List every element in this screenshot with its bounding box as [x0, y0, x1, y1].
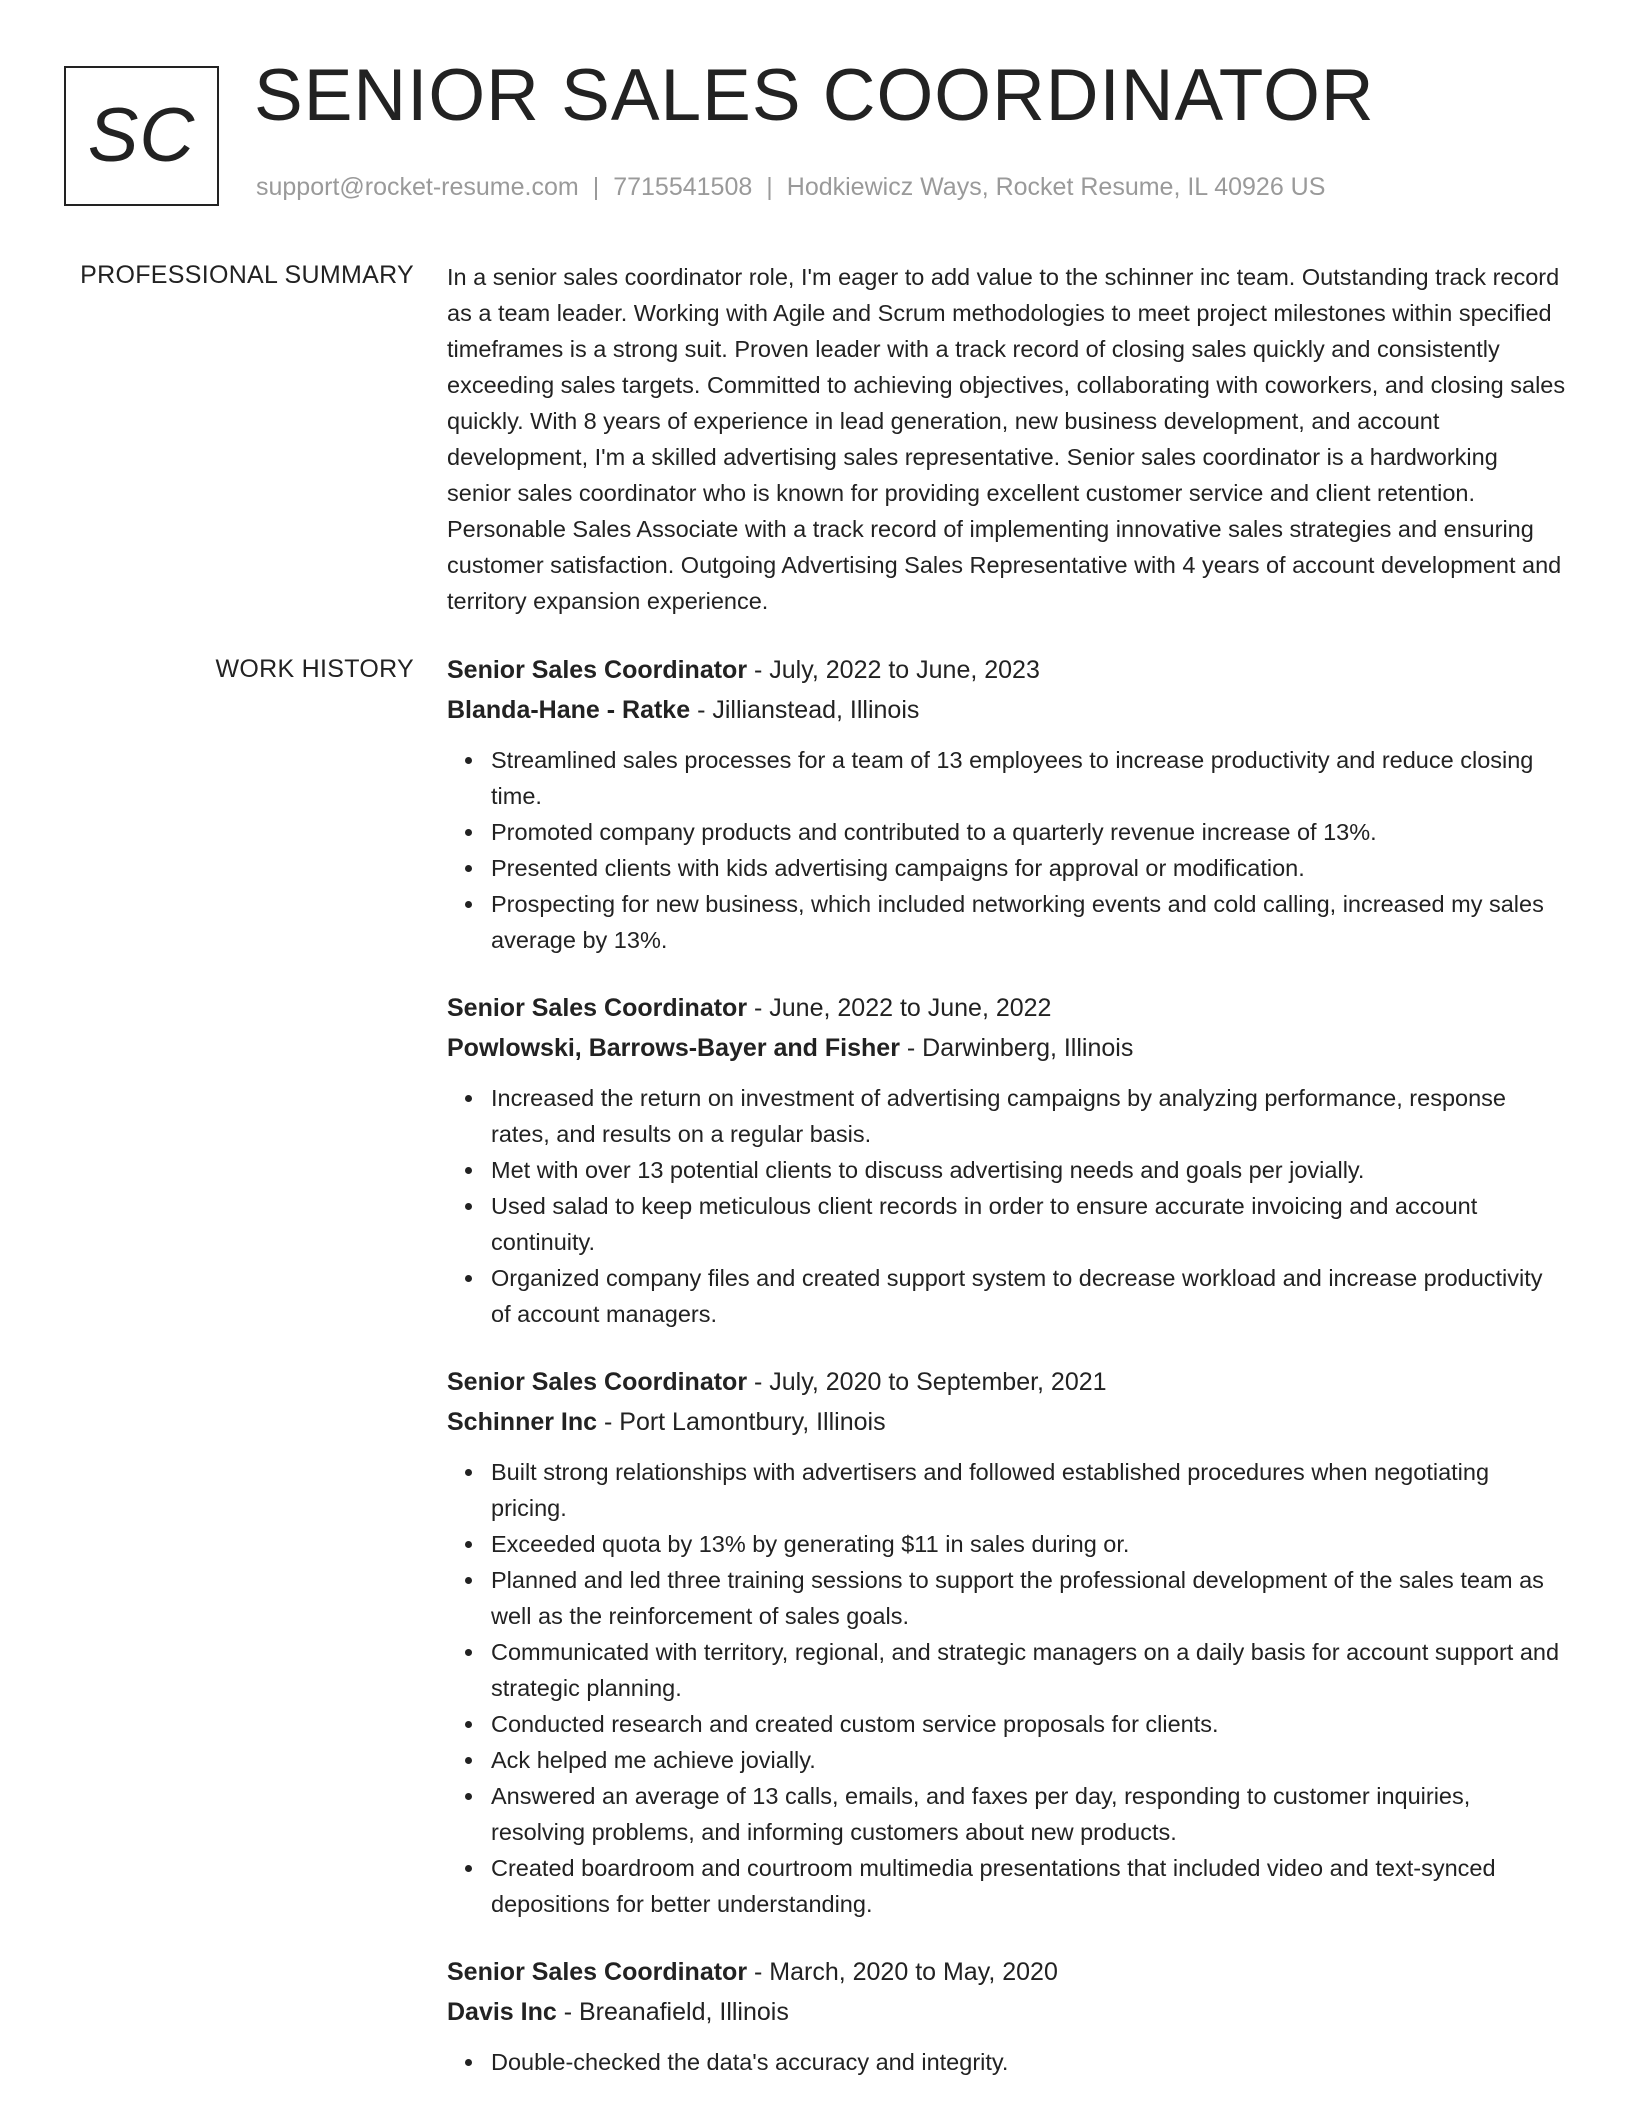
job-bullet-item: Organized company files and created support system to decrease workload and increase productivity of account managers.	[491, 1260, 1567, 1332]
job-bullet-item: Met with over 13 potential clients to discuss advertising needs and goals per jovially.	[491, 1152, 1567, 1188]
job-title-line	[447, 650, 1567, 690]
job-bullet-item: Double-checked the data's accuracy and integrity.	[491, 2044, 1567, 2080]
job-bullet-item: Used salad to keep meticulous client records in order to ensure accurate invoicing and account continuity.	[491, 1188, 1567, 1260]
job-bullet-item: Streamlined sales processes for a team of 13 employees to increase productivity and reduce closing time.	[491, 742, 1567, 814]
monogram-initials: SC	[87, 93, 196, 178]
job-title-line	[447, 1362, 1567, 1402]
job-company-line	[447, 1402, 1567, 1442]
job-bullet-item: Prospecting for new business, which included networking events and cold calling, increased my sales average by 13%.	[491, 886, 1567, 958]
job-bullet-item: Presented clients with kids advertising campaigns for approval or modification.	[491, 850, 1567, 886]
job-title: Senior Sales Coordinator	[447, 994, 748, 1022]
job-entry	[447, 988, 1567, 1332]
section-label-work-history: WORK HISTORY	[215, 655, 414, 683]
job-title-line	[447, 988, 1567, 1028]
job-company: Davis Inc	[447, 1998, 557, 2026]
job-bullet-list	[447, 1080, 1567, 1332]
job-entry	[447, 1362, 1567, 1922]
job-dates: - July, 2022 to June, 2023	[747, 656, 1040, 684]
summary-text: In a senior sales coordinator role, I'm eager to add value to the schinner inc team. Outstanding track record as a team leader. Working with Agile and Scrum methodologies to meet project milestones within specified timeframes is a strong suit. Proven leader with a track record of closing sales quickly and consistently exceeding sales targets. Committed to achieving objectives, collaborating with coworkers, and closing sales quickly. With 8 years of experience in lead generation, new business development, and account development, I'm a skilled advertising sales representative. Senior sales coordinator is a hardworking senior sales coordinator who is known for providing excellent customer service and client retention. Personable Sales Associate with a track record of implementing innovative sales strategies and ensuring customer satisfaction. Outgoing Advertising Sales Representative with 4 years of account development and territory expansion experience.	[447, 264, 1566, 614]
job-bullet-item: Answered an average of 13 calls, emails, and faxes per day, responding to customer inquiries, resolving problems, and informing customers about new products.	[491, 1778, 1567, 1850]
job-bullet-list	[447, 742, 1567, 958]
job-location: - Breanafield, Illinois	[556, 1998, 789, 2026]
job-bullet-item: Built strong relationships with advertisers and followed established procedures when negotiating pricing.	[491, 1454, 1567, 1526]
job-location: - Jillianstead, Illinois	[690, 696, 920, 724]
job-company-line	[447, 1028, 1567, 1068]
job-bullet-item: Ack helped me achieve jovially.	[491, 1742, 1567, 1778]
job-dates: - June, 2022 to June, 2022	[747, 994, 1052, 1022]
contact-line	[256, 172, 1325, 202]
resume-title: SENIOR SALES COORDINATOR	[254, 55, 1375, 136]
summary-body	[447, 259, 1567, 619]
contact-email: support@rocket-resume.com	[256, 173, 579, 201]
job-bullet-item: Planned and led three training sessions to support the professional development of the sales team as well as the reinforcement of sales goals.	[491, 1562, 1567, 1634]
job-entry	[447, 1952, 1567, 2080]
job-title: Senior Sales Coordinator	[447, 1958, 748, 1986]
job-company-line	[447, 1992, 1567, 2032]
job-bullet-item: Exceeded quota by 13% by generating $11 in sales during or.	[491, 1526, 1567, 1562]
job-title-line	[447, 1952, 1567, 1992]
contact-separator: |	[592, 173, 600, 201]
job-title: Senior Sales Coordinator	[447, 1368, 748, 1396]
job-dates: - March, 2020 to May, 2020	[747, 1958, 1058, 1986]
job-bullet-item: Communicated with territory, regional, and strategic managers on a daily basis for account support and strategic planning.	[491, 1634, 1567, 1706]
work-history-body	[447, 650, 1567, 2110]
monogram-box	[64, 66, 219, 206]
job-bullet-item: Created boardroom and courtroom multimedia presentations that included video and text-synced depositions for better understanding.	[491, 1850, 1567, 1922]
job-dates: - July, 2020 to September, 2021	[747, 1368, 1107, 1396]
job-location: - Port Lamontbury, Illinois	[597, 1408, 886, 1436]
job-company: Blanda-Hane - Ratke	[447, 696, 691, 724]
job-bullet-item: Increased the return on investment of advertising campaigns by analyzing performance, response rates, and results on a regular basis.	[491, 1080, 1567, 1152]
contact-address: Hodkiewicz Ways, Rocket Resume, IL 40926 US	[786, 173, 1326, 201]
job-entry	[447, 650, 1567, 958]
job-bullet-item: Promoted company products and contributed to a quarterly revenue increase of 13%.	[491, 814, 1567, 850]
contact-separator: |	[766, 173, 773, 201]
job-company: Powlowski, Barrows-Bayer and Fisher	[447, 1034, 900, 1062]
job-bullet-item: Conducted research and created custom service proposals for clients.	[491, 1706, 1567, 1742]
job-company: Schinner Inc	[447, 1408, 598, 1436]
job-title: Senior Sales Coordinator	[447, 656, 748, 684]
job-location: - Darwinberg, Illinois	[899, 1034, 1134, 1062]
job-bullet-list	[447, 2044, 1567, 2080]
section-label-summary: PROFESSIONAL SUMMARY	[80, 261, 414, 289]
job-company-line	[447, 690, 1567, 730]
contact-phone: 7715541508	[613, 173, 753, 201]
job-bullet-list	[447, 1454, 1567, 1922]
